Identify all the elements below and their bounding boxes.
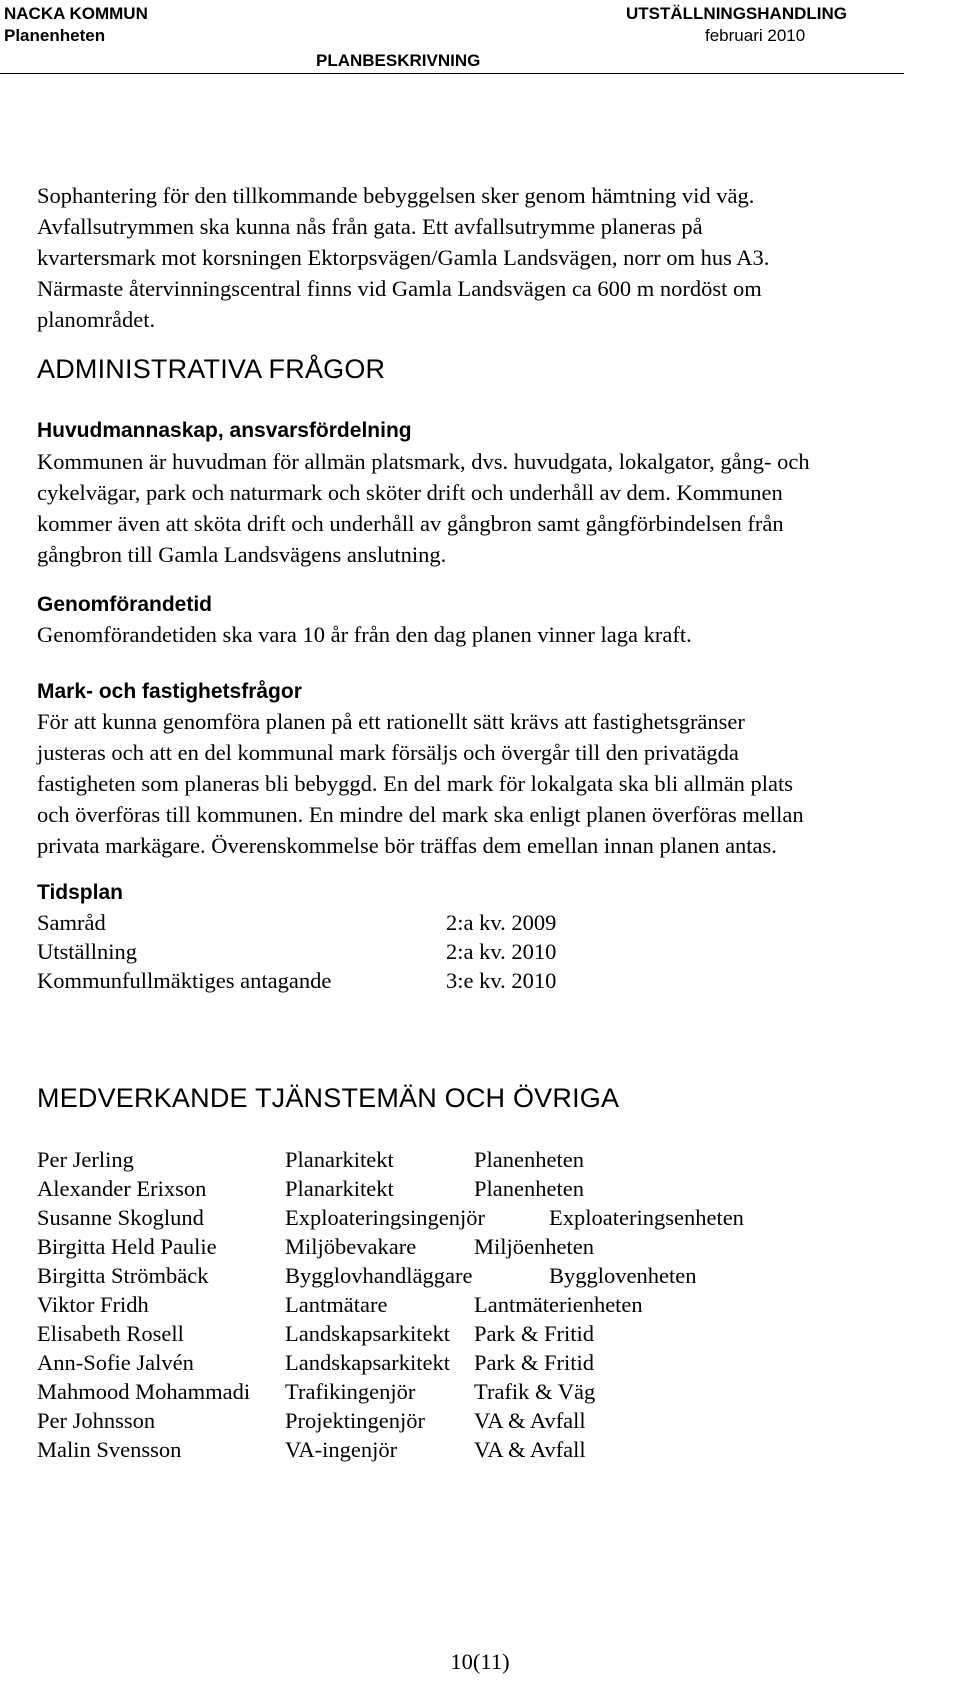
staff-name: Alexander Erixson bbox=[37, 1176, 207, 1201]
staff-name: Viktor Fridh bbox=[37, 1292, 149, 1317]
staff-unit: Exploateringsenheten bbox=[549, 1205, 744, 1230]
header-date: februari 2010 bbox=[705, 26, 806, 45]
staff-unit: Miljöenheten bbox=[474, 1234, 594, 1259]
staff-unit: Lantmäterienheten bbox=[474, 1292, 643, 1317]
header-org: NACKA KOMMUN bbox=[4, 4, 148, 23]
staff-name: Elisabeth Rosell bbox=[37, 1321, 184, 1346]
tidsplan-when: 3:e kv. 2010 bbox=[446, 968, 557, 993]
paragraph-line: justeras och att en del kommunal mark försäljs och övergår till den privatägda bbox=[37, 740, 739, 765]
staff-name: Ann-Sofie Jalvén bbox=[37, 1350, 194, 1375]
staff-role: Miljöbevakare bbox=[285, 1234, 417, 1259]
heading-mark: Mark- och fastighetsfrågor bbox=[37, 680, 302, 703]
paragraph-huvudmannaskap bbox=[37, 446, 917, 570]
heading-genomforandetid: Genomförandetid bbox=[37, 593, 213, 616]
staff-name: Per Jerling bbox=[37, 1147, 134, 1172]
staff-role: Lantmätare bbox=[285, 1292, 388, 1317]
staff-name: Per Johnsson bbox=[37, 1408, 156, 1433]
staff-role: Projektingenjör bbox=[285, 1408, 425, 1433]
header-title: PLANBESKRIVNING bbox=[316, 51, 481, 70]
paragraph-line: privata markägare. Överenskommelse bör träffas dem emellan innan planen antas. bbox=[37, 833, 777, 858]
staff-unit: Bygglovenheten bbox=[549, 1263, 697, 1288]
staff-role: Landskapsarkitekt bbox=[285, 1350, 450, 1375]
paragraph-line: För att kunna genomföra planen på ett rationellt sätt krävs att fastighetsgränser bbox=[37, 709, 745, 734]
staff-name: Birgitta Held Paulie bbox=[37, 1234, 217, 1259]
paragraph-line: kommer även att sköta drift och underhåll av gångbron samt gångförbindelsen från bbox=[37, 511, 784, 536]
paragraph-line: Kommunen är huvudman för allmän platsmark, dvs. huvudgata, lokalgator, gång- och bbox=[37, 449, 810, 474]
paragraph-mark bbox=[37, 706, 917, 861]
paragraph-line: gångbron till Gamla Landsvägens anslutning. bbox=[37, 542, 447, 567]
paragraph-line: Närmaste återvinningscentral finns vid Gamla Landsvägen ca 600 m nordöst om bbox=[37, 276, 762, 301]
staff-name: Mahmood Mohammadi bbox=[37, 1379, 251, 1404]
section-title-staff: MEDVERKANDE TJÄNSTEMÄN OCH ÖVRIGA bbox=[37, 1083, 620, 1113]
tidsplan-step: Utställning bbox=[37, 939, 137, 964]
staff-unit: Park & Fritid bbox=[474, 1321, 595, 1346]
paragraph-line: cykelvägar, park och naturmark och sköter drift och underhåll av dem. Kommunen bbox=[37, 480, 783, 505]
intro-paragraph bbox=[37, 180, 917, 335]
paragraph-line: Genomförandetiden ska vara 10 år från den dag planen vinner laga kraft. bbox=[37, 622, 692, 647]
staff-role: Exploateringsingenjör bbox=[285, 1205, 485, 1230]
staff-unit: VA & Avfall bbox=[474, 1437, 586, 1462]
staff-name: Birgitta Strömbäck bbox=[37, 1263, 209, 1288]
paragraph-genomforandetid bbox=[37, 619, 917, 650]
section-title-admin: ADMINISTRATIVA FRÅGOR bbox=[37, 354, 386, 384]
paragraph-line: planområdet. bbox=[37, 307, 156, 332]
staff-role: Planarkitekt bbox=[285, 1147, 394, 1172]
staff-role: Bygglovhandläggare bbox=[285, 1263, 473, 1288]
header-dept: Planenheten bbox=[4, 26, 106, 45]
staff-unit: Planenheten bbox=[474, 1147, 584, 1172]
paragraph-line: och överföras till kommunen. En mindre del mark ska enligt planen överföras mellan bbox=[37, 802, 804, 827]
staff-role: Landskapsarkitekt bbox=[285, 1321, 450, 1346]
header-rule bbox=[0, 73, 904, 74]
staff-unit: VA & Avfall bbox=[474, 1408, 586, 1433]
tidsplan-when: 2:a kv. 2010 bbox=[446, 939, 557, 964]
paragraph-line: kvartersmark mot korsningen Ektorpsvägen/Gamla Landsvägen, norr om hus A3. bbox=[37, 245, 770, 270]
paragraph-line: Sophantering för den tillkommande bebyggelsen sker genom hämtning vid väg. bbox=[37, 183, 755, 208]
heading-huvudmannaskap: Huvudmannaskap, ansvarsfördelning bbox=[37, 419, 412, 442]
page-number: 10(11) bbox=[450, 1649, 510, 1674]
staff-unit: Park & Fritid bbox=[474, 1350, 595, 1375]
tidsplan-when: 2:a kv. 2009 bbox=[446, 910, 557, 935]
heading-tidsplan: Tidsplan bbox=[37, 881, 123, 904]
staff-unit: Planenheten bbox=[474, 1176, 584, 1201]
staff-name: Malin Svensson bbox=[37, 1437, 182, 1462]
tidsplan-step: Samråd bbox=[37, 910, 106, 935]
staff-role: Trafikingenjör bbox=[285, 1379, 416, 1404]
paragraph-line: fastigheten som planeras bli bebyggd. En del mark för lokalgata ska bli allmän plats bbox=[37, 771, 794, 796]
staff-role: Planarkitekt bbox=[285, 1176, 394, 1201]
tidsplan-step: Kommunfullmäktiges antagande bbox=[37, 968, 332, 993]
paragraph-line: Avfallsutrymmen ska kunna nås från gata. Ett avfallsutrymme planeras på bbox=[37, 214, 703, 239]
header-doc-type: UTSTÄLLNINGSHANDLING bbox=[626, 4, 847, 23]
staff-role: VA-ingenjör bbox=[285, 1437, 398, 1462]
staff-unit: Trafik & Väg bbox=[474, 1379, 596, 1404]
staff-name: Susanne Skoglund bbox=[37, 1205, 204, 1230]
